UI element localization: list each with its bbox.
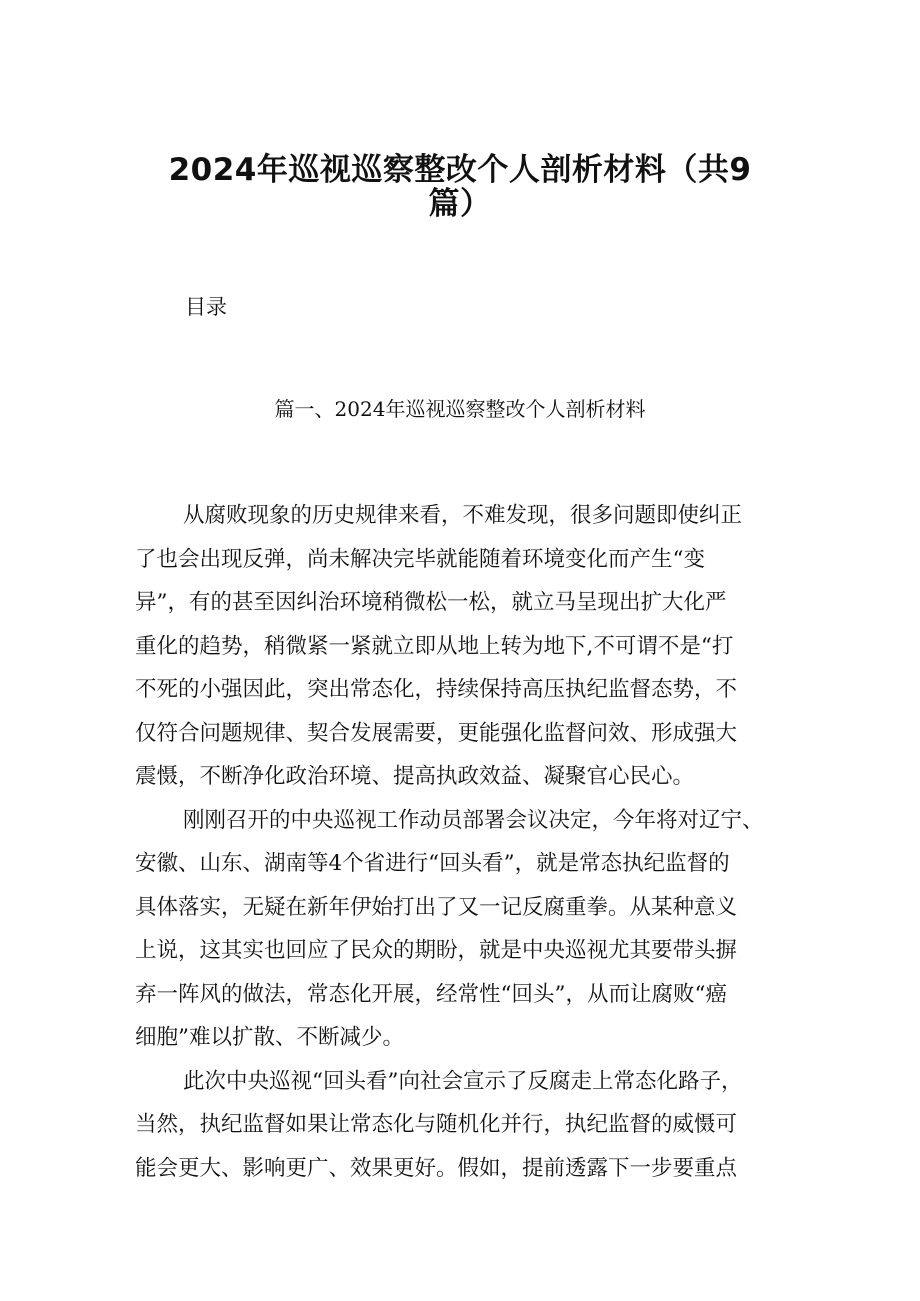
paragraph-line: 安徽、山东、湖南等4个省进行“回头看”，就是常态执纪监督的	[135, 851, 730, 876]
paragraph-line: 刚刚召开的中央巡视工作动员部署会议决定，今年将对辽宁、	[183, 807, 764, 833]
paragraph-3	[135, 1060, 795, 1191]
paragraph-line: 从腐败现象的历史规律来看，不难发现，很多问题即使纠正	[183, 503, 743, 528]
toc-heading: 目录	[185, 295, 227, 319]
paragraph-line: 异”，有的甚至因纠治环境稍微松一松，就立马呈现出扩大化严	[135, 590, 727, 615]
paragraph-line: 了也会出现反弹，尚未解决完毕就能随着环境变化而产生“变	[135, 546, 705, 572]
paragraph-line: 当然，执纪监督如果让常态化与随机化并行，执纪监督的威慑可	[135, 1112, 738, 1137]
paragraph-line: 此次中央巡视“回头看”向社会宣示了反腐走上常态化路子，	[183, 1068, 743, 1094]
paragraph-line: 具体落实，无疑在新年伊始打出了又一记反腐重拳。从某种意义	[135, 894, 738, 920]
paragraph-line: 弃一阵风的做法，常态化开展，经常性“回头”，从而让腐败“癌	[135, 981, 727, 1007]
paragraph-line: 重化的趋势，稍微紧一紧就立即从地上转为地下,不可谓不是“打	[135, 633, 734, 659]
paragraph-line: 震慑，不断净化政治环境、提高执政效益、凝聚官心民心。	[135, 764, 695, 789]
paragraph-line: 不死的小强因此，突出常态化，持续保持高压执纪监督态势，不	[135, 677, 738, 702]
document-title-line-1: 2024年巡视巡察整改个人剖析材料（共9	[168, 152, 752, 188]
toc-item-1: 篇一、2024年巡视巡察整改个人剖析材料	[274, 397, 646, 421]
paragraph-line: 细胞”难以扩散、不断减少。	[135, 1025, 404, 1050]
paragraph-2	[135, 799, 795, 1060]
body-text	[135, 494, 795, 1190]
paragraph-line: 仅符合问题规律、契合发展需要，更能强化监督问效、形成强大	[135, 720, 738, 746]
paragraph-1	[135, 494, 795, 799]
paragraph-line: 能会更大、影响更广、效果更好。假如，提前透露下一步要重点	[135, 1155, 738, 1181]
document-title-line-2: 篇）	[428, 186, 492, 222]
paragraph-line: 上说，这其实也回应了民众的期盼，就是中央巡视尤其要带头摒	[135, 938, 738, 963]
